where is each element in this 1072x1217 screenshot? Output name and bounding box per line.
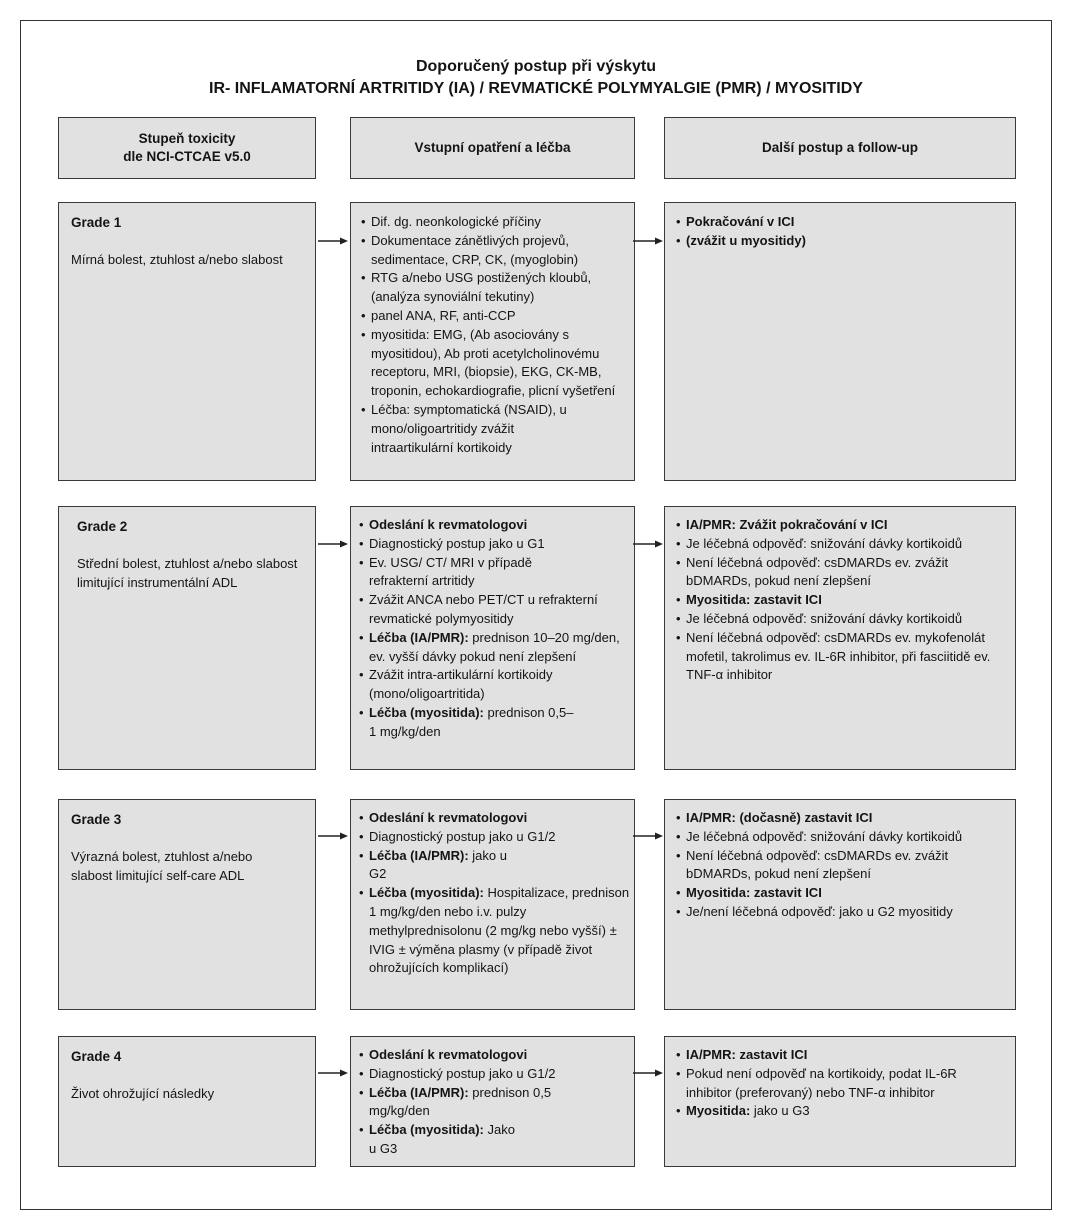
list-item-text: Hospitalizace, prednison 1 mg/kg/den nebo i.v. pulzy methylprednisolonu (2 mg/kg nebo vyšší) ± IVIG ± výměna plasmy (v případě život ohrožujících komplikací): [369, 885, 630, 976]
list-item-bold: Odeslání k revmatologovi: [369, 810, 528, 825]
list-item: [676, 232, 1015, 251]
list-item: • Léčba: symptomatická (NSAID), u mono/oligoartritidy zvážit intraartikulární kortikoidy: [361, 401, 581, 457]
grade-description: Střední bolest, ztuhlost a/nebo slabost limitující instrumentální ADL: [77, 555, 298, 590]
list-item-text: prednison 10–20 mg/den, ev. vyšší dávky pokud není zlepšení: [369, 629, 620, 664]
grade-1-followup-list: [676, 213, 1015, 251]
grade-1-initial-list: [361, 213, 634, 457]
list-item: • Dif. dg. neonkologické příčiny: [361, 213, 634, 232]
header-followup: [664, 117, 1016, 179]
arrow-right-icon: [633, 1068, 663, 1078]
list-item-bold: Léčba (myositida):: [369, 1122, 484, 1138]
list-item: • Není léčebná odpověď: csDMARDs ev. zvážit bDMARDs, pokud není zlepšení: [676, 554, 986, 592]
arrow-right-icon: [633, 831, 663, 841]
list-item-bold: Léčba (IA/PMR):: [369, 1084, 469, 1100]
list-item: • RTG a/nebo USG postižených kloubů, (analýza synoviální tekutiny): [361, 269, 621, 307]
list-item-bold: (zvážit u myositidy): [686, 232, 806, 248]
grade-title: Grade 4: [71, 1049, 122, 1064]
list-item: [359, 1121, 519, 1159]
list-item: [676, 1102, 1015, 1121]
grade-4-box: [58, 1036, 316, 1167]
grade-description: Mírná bolest, ztuhlost a/nebo slabost: [71, 251, 283, 267]
list-item: • Zvážit intra-artikulární kortikoidy (mono/oligoartritida): [359, 666, 589, 704]
list-item: • Diagnostický postup jako u G1/2: [359, 828, 634, 847]
list-item: [676, 516, 1015, 535]
list-item: [676, 591, 1015, 610]
list-item: • Není léčebná odpověď: csDMARDs ev. zvážit bDMARDs, pokud není zlepšení: [676, 847, 986, 885]
arrow-right-icon: [318, 831, 348, 841]
list-item-text: jako u G3: [750, 1103, 810, 1119]
list-item-bold: IA/PMR: (dočasně) zastavit ICI: [686, 810, 873, 825]
list-item-text: Jako u G3: [369, 1122, 515, 1156]
header-toxicity-line1: Stupeň toxicity: [138, 131, 236, 146]
list-item-bold: Odeslání k revmatologovi: [369, 517, 528, 532]
list-item: [359, 1046, 634, 1065]
list-item-bold: Léčba (myositida):: [369, 704, 484, 720]
grade-3-initial-box: [350, 799, 635, 1010]
list-item-bold: IA/PMR: zastavit ICI: [686, 1047, 808, 1062]
list-item: • Je léčebná odpověď: snižování dávky kortikoidů: [676, 828, 1015, 847]
list-item-text: jako u G2: [369, 847, 507, 882]
list-item: [359, 847, 519, 885]
list-item: • panel ANA, RF, anti-CCP: [361, 307, 634, 326]
list-item: [676, 809, 1015, 828]
list-item: [359, 809, 634, 828]
grade-title: Grade 1: [71, 215, 122, 230]
list-item: • Diagnostický postup jako u G1: [359, 535, 634, 554]
list-item-bold: Myositida:: [686, 1103, 751, 1119]
grade-1-initial-box: [350, 202, 635, 481]
list-item: [359, 629, 624, 667]
grade-title: Grade 3: [71, 812, 122, 827]
list-item: • Není léčebná odpověď: csDMARDs ev. mykofenolát mofetil, takrolimus ev. IL-6R inhibitor, při fasciitidě ev. TNF-α inhibitor: [676, 629, 1011, 685]
list-item: • Je léčebná odpověď: snižování dávky kortikoidů: [676, 610, 1015, 629]
list-item: [359, 516, 634, 535]
arrow-right-icon: [318, 539, 348, 549]
list-item: • Diagnostický postup jako u G1/2: [359, 1065, 634, 1084]
grade-2-followup-list: [676, 516, 1015, 685]
list-item: • Dokumentace zánětlivých projevů, sedimentace, CRP, CK, (myoglobin): [361, 232, 621, 270]
list-item: [676, 213, 1015, 232]
list-item: • myositida: EMG, (Ab asociovány s myositidou), Ab proti acetylcholinovému receptoru, MRI, (biopsie), EKG, CK-MB, troponin, echokardiografie, plicní vyšetření: [361, 326, 633, 401]
grade-3-box: [58, 799, 316, 1010]
header-followup-label: Další postup a follow-up: [762, 140, 918, 155]
grade-2-box: [58, 506, 316, 770]
arrow-right-icon: [318, 1068, 348, 1078]
list-item-text: prednison 0,5–1 mg/kg/den: [369, 704, 574, 739]
grade-4-initial-box: [350, 1036, 635, 1167]
grade-3-initial-list: [359, 809, 634, 978]
list-item: [676, 1046, 1015, 1065]
list-item: [359, 884, 631, 978]
grade-2-followup-box: [664, 506, 1016, 770]
grade-description: Výrazná bolest, ztuhlost a/nebo slabost limitující self-care ADL: [71, 848, 253, 883]
grade-3-followup-box: [664, 799, 1016, 1010]
list-item-text: prednison 0,5 mg/kg/den: [369, 1084, 552, 1119]
list-item-bold: Léčba (myositida):: [369, 885, 484, 901]
list-item: • Je léčebná odpověď: snižování dávky kortikoidů: [676, 535, 1015, 554]
arrow-right-icon: [633, 236, 663, 246]
list-item: • Pokud není odpověď na kortikoidy, podat IL-6R inhibitor (preferovaný) nebo TNF-α inhibitor: [676, 1065, 986, 1103]
list-item: [359, 704, 579, 742]
arrow-right-icon: [633, 539, 663, 549]
header-toxicity-grade: [58, 117, 316, 179]
list-item-bold: IA/PMR: Zvážit pokračování v ICI: [686, 517, 888, 532]
list-item: [676, 884, 1015, 903]
list-item-bold: Myositida: zastavit ICI: [686, 592, 822, 608]
list-item-bold: Léčba (IA/PMR):: [369, 629, 469, 645]
grade-4-followup-list: [676, 1046, 1015, 1121]
list-item: • Zvážit ANCA nebo PET/CT u refrakterní revmatické polymyositidy: [359, 591, 629, 629]
list-item-bold: Léčba (IA/PMR):: [369, 847, 469, 863]
list-item: • Ev. USG/ CT/ MRI v případě refrakterní artritidy: [359, 554, 574, 592]
list-item: • Je/není léčebná odpověď: jako u G2 myositidy: [676, 903, 1015, 922]
header-initial-label: Vstupní opatření a léčba: [414, 140, 571, 155]
grade-1-box: [58, 202, 316, 481]
grade-4-followup-box: [664, 1036, 1016, 1167]
list-item-bold: Odeslání k revmatologovi: [369, 1047, 528, 1062]
arrow-right-icon: [318, 236, 348, 246]
grade-2-initial-box: [350, 506, 635, 770]
grade-4-initial-list: [359, 1046, 634, 1159]
list-item: [359, 1084, 579, 1122]
list-item-bold: Myositida: zastavit ICI: [686, 885, 822, 901]
header-initial-measures: [350, 117, 635, 179]
grade-1-followup-box: [664, 202, 1016, 481]
list-item-bold: Pokračování v ICI: [686, 214, 795, 229]
grade-2-initial-list: [359, 516, 634, 742]
grade-3-followup-list: [676, 809, 1015, 922]
header-toxicity-line2: dle NCI-CTCAE v5.0: [123, 149, 251, 164]
title-line-2: IR- INFLAMATORNÍ ARTRITIDY (IA) / REVMATICKÉ POLYMYALGIE (PMR) / MYOSITIDY: [209, 80, 863, 97]
grade-description: Život ohrožující následky: [71, 1085, 215, 1101]
title-line-1: Doporučený postup při výskytu: [415, 58, 657, 75]
grade-title: Grade 2: [77, 519, 128, 534]
